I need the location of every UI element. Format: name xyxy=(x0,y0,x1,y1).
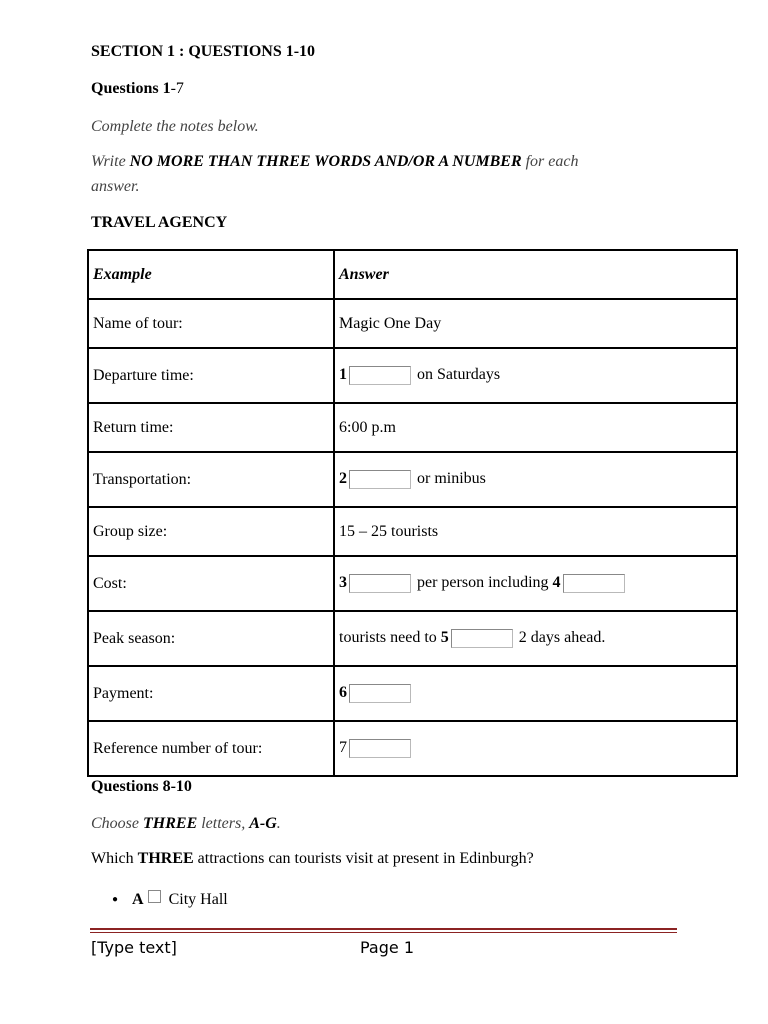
row-answer xyxy=(334,721,737,776)
table-row xyxy=(88,299,737,348)
row-answer-after: per person including xyxy=(417,574,549,591)
row-label: Cost: xyxy=(88,556,334,611)
question-number: 5 xyxy=(440,629,449,646)
choose-period: . xyxy=(276,815,281,832)
question-number: 7 xyxy=(339,739,347,756)
question-number: 2 xyxy=(339,470,347,487)
row-answer-after: or minibus xyxy=(417,470,486,487)
table-row xyxy=(88,556,737,611)
table-row xyxy=(88,666,737,721)
notes-table xyxy=(87,249,738,777)
questions-heading-bold: Questions 1 xyxy=(91,80,171,97)
example-header: Example xyxy=(88,250,334,299)
questions-1-7-heading xyxy=(91,79,184,99)
row-answer xyxy=(334,556,737,611)
list-item xyxy=(112,890,228,910)
row-answer: Magic One Day xyxy=(334,299,737,348)
row-answer-before: tourists need to xyxy=(339,629,437,646)
option-text: City Hall xyxy=(168,891,228,908)
answer-input-2[interactable] xyxy=(349,470,411,489)
table-row xyxy=(88,507,737,556)
row-answer xyxy=(334,452,737,507)
option-letter: A xyxy=(132,891,144,908)
choose-a: Choose xyxy=(91,815,143,832)
answer-input-5[interactable] xyxy=(451,629,513,648)
table-row xyxy=(88,403,737,452)
question-three: THREE xyxy=(137,850,194,867)
table-row xyxy=(88,452,737,507)
bullet-icon: ● xyxy=(112,894,119,906)
section-title: SECTION 1 : QUESTIONS 1-10 xyxy=(91,43,316,60)
instruction-word-limit xyxy=(91,152,578,172)
table-row xyxy=(88,721,737,776)
agency-title: TRAVEL AGENCY xyxy=(91,214,228,231)
row-answer: 6:00 p.m xyxy=(334,403,737,452)
question-c: attractions can tourists visit at present in Edinburgh? xyxy=(193,850,534,867)
answer-input-4[interactable] xyxy=(563,574,625,593)
table-row xyxy=(88,348,737,403)
question-number: 1 xyxy=(339,366,347,383)
row-label: Name of tour: xyxy=(88,299,334,348)
instruction-for-each: for each xyxy=(521,153,579,170)
row-answer xyxy=(334,611,737,666)
choose-letters: letters, xyxy=(197,815,250,832)
choose-three: THREE xyxy=(143,815,198,832)
row-answer: 15 – 25 tourists xyxy=(334,507,737,556)
answer-input-7[interactable] xyxy=(349,739,411,758)
choose-instruction xyxy=(91,814,281,834)
question-number: 4 xyxy=(552,574,561,591)
row-label: Peak season: xyxy=(88,611,334,666)
answer-input-6[interactable] xyxy=(349,684,411,703)
footer-rule-thin xyxy=(90,932,677,933)
row-answer-after: on Saturdays xyxy=(417,366,501,383)
answer-input-3[interactable] xyxy=(349,574,411,593)
instruction-word-limit-bold: NO MORE THAN THREE WORDS AND/OR A NUMBER xyxy=(129,153,522,170)
question-number: 3 xyxy=(339,574,347,591)
questions-heading-rest: -7 xyxy=(170,80,184,97)
option-checkbox-a[interactable] xyxy=(148,890,161,903)
row-label: Group size: xyxy=(88,507,334,556)
row-label: Reference number of tour: xyxy=(88,721,334,776)
answer-input-1[interactable] xyxy=(349,366,411,385)
instruction-write: Write xyxy=(91,153,130,170)
row-answer xyxy=(334,666,737,721)
questions-8-10-heading: Questions 8-10 xyxy=(91,778,192,795)
row-label: Transportation: xyxy=(88,452,334,507)
footer-page-number: Page 1 xyxy=(360,938,414,957)
footer-rule xyxy=(90,928,677,930)
question-a: Which xyxy=(91,850,138,867)
choose-range: A-G xyxy=(249,815,277,832)
question-number: 6 xyxy=(339,684,347,701)
row-answer-after: 2 days ahead. xyxy=(518,629,606,646)
question-text xyxy=(91,849,534,869)
row-label: Departure time: xyxy=(88,348,334,403)
row-label: Return time: xyxy=(88,403,334,452)
row-label: Payment: xyxy=(88,666,334,721)
instruction-complete-notes: Complete the notes below. xyxy=(91,118,259,135)
row-answer xyxy=(334,348,737,403)
table-header-row xyxy=(88,250,737,299)
instruction-answer: answer. xyxy=(91,178,140,195)
answer-header: Answer xyxy=(334,250,737,299)
table-row xyxy=(88,611,737,666)
footer-left-text: [Type text] xyxy=(91,938,177,957)
